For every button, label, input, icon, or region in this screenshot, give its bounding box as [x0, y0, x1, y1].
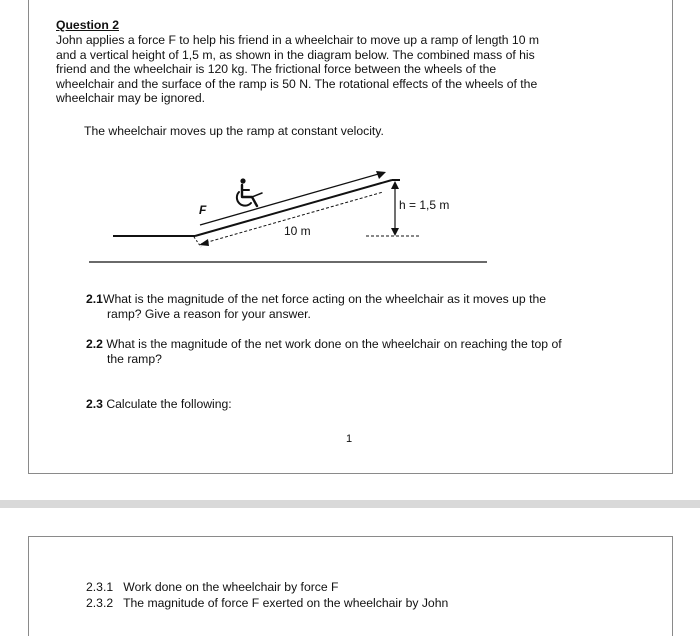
- question-heading: Question 2: [56, 18, 119, 32]
- length-label: 10 m: [284, 224, 311, 238]
- page-number: 1: [346, 433, 353, 445]
- subquestion-text: Calculate the following:: [106, 397, 232, 411]
- subquestion-number: 2.1: [86, 292, 103, 306]
- item-number: 2.3.2: [86, 596, 114, 610]
- length-arrowhead: [199, 239, 209, 246]
- ramp-diagram: [0, 0, 700, 290]
- subquestion-2-3: [86, 397, 232, 412]
- wheelchair-icon: [237, 178, 262, 206]
- intro-line: friend and the wheelchair is 120 kg. The frictional force between the wheels of the: [56, 62, 497, 77]
- page2-item-2-3-1: [86, 580, 338, 595]
- height-arrowhead-top: [391, 181, 399, 189]
- subquestion-text: What is the magnitude of the net work done on the wheelchair on reaching the top of: [106, 337, 562, 351]
- page-gap: [0, 500, 700, 508]
- intro-line: John applies a force F to help his friend in a wheelchair to move up a ramp of length 10 m: [56, 33, 540, 47]
- item-text: Work done on the wheelchair by force F: [123, 580, 339, 594]
- subquestion-2-2-cont: the ramp?: [107, 352, 162, 366]
- subquestion-number: 2.3: [86, 397, 103, 411]
- page2-item-2-3-2: [86, 596, 448, 611]
- intro-line: wheelchair and the surface of the ramp is 50 N. The rotational effects of the wheels of the: [56, 76, 538, 91]
- force-arrowhead: [376, 171, 386, 179]
- subquestion-2-1: [86, 292, 546, 307]
- force-label: F: [199, 203, 207, 217]
- subquestion-2-1-cont: ramp? Give a reason for your answer.: [107, 307, 311, 321]
- question-statement: The wheelchair moves up the ramp at constant velocity.: [84, 124, 384, 138]
- item-text: The magnitude of force F exerted on the wheelchair by John: [123, 596, 449, 610]
- length-tick: [194, 237, 201, 247]
- intro-line: and a vertical height of 1,5 m, as shown in the diagram below. The combined mass of his: [56, 47, 535, 62]
- item-number: 2.3.1: [86, 580, 114, 594]
- subquestion-2-2: [86, 337, 562, 352]
- force-arrow: [200, 173, 382, 225]
- subquestion-number: 2.2: [86, 337, 103, 351]
- height-label: h = 1,5 m: [399, 198, 450, 212]
- intro-line: wheelchair may be ignored.: [56, 91, 206, 106]
- subquestion-text: What is the magnitude of the net force acting on the wheelchair as it moves up the: [102, 292, 547, 306]
- height-arrowhead-bottom: [391, 228, 399, 236]
